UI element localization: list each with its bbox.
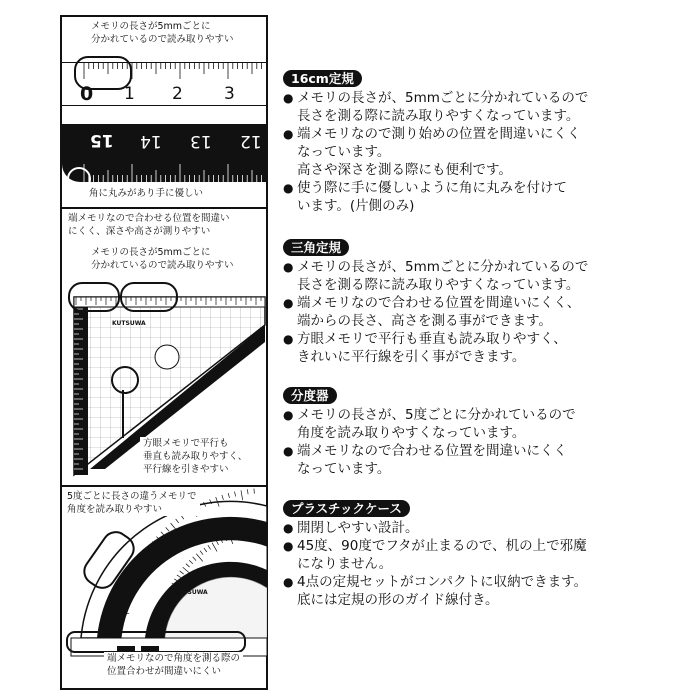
- callout-text: 端メモリなので角度を測る際の 位置合わせが間違いにくい: [104, 652, 243, 678]
- ruler-number: 3: [224, 84, 235, 104]
- ruler-number: 14: [140, 131, 162, 151]
- ruler-number: 15: [90, 130, 114, 150]
- callout-text: 方眼メモリで平行も 垂直も読み取りやすく、 平行線を引きやすい: [140, 437, 250, 476]
- ruler-number: 2: [172, 84, 183, 104]
- section-plastic-case: [283, 498, 693, 609]
- ruler-tick: [235, 492, 236, 497]
- feature-bullet: ● 開閉しやすい設計。: [283, 519, 693, 537]
- feature-bullet: ● 45度、90度でフタが止まるので、机の上で邪魔: [283, 537, 693, 555]
- highlight-oval: [120, 282, 178, 312]
- ruler-number: 12: [240, 131, 262, 151]
- feature-list: [283, 406, 693, 478]
- feature-bullet: ● 使う際に手に優しいように角に丸みを付けて: [283, 179, 693, 197]
- section-heading: 三角定規: [283, 239, 349, 256]
- feature-bullet: ● 端メモリなので合わせる位置を間違いにくく、: [283, 294, 693, 312]
- feature-bullet-continuation: 高さや深さを測る際にも便利です。: [297, 162, 512, 178]
- ruler-number: 1: [124, 84, 135, 104]
- feature-bullet: ● メモリの長さが、5mmごとに分かれているので: [283, 258, 693, 276]
- section-16cm-ruler: [283, 68, 693, 215]
- feature-bullet-continuation: 底には定規の形のガイド線付き。: [297, 592, 499, 608]
- feature-list: [283, 89, 693, 215]
- callout-line: [122, 390, 124, 438]
- feature-bullet-continuation: になりません。: [297, 556, 393, 572]
- callout-text: メモリの長さが5mmごとに 分かれているので読み取りやすい: [88, 246, 237, 272]
- feature-bullet-continuation: 角度を読み取りやすくなっています。: [297, 425, 526, 441]
- feature-list: [283, 519, 693, 609]
- ruler-number: 0: [80, 83, 94, 105]
- ruler-tick: [247, 489, 248, 494]
- highlight-circle: [111, 366, 139, 394]
- ruler-tick: [241, 490, 243, 500]
- section-heading: プラスチックケース: [283, 500, 410, 517]
- feature-bullet: ● 4点の定規セットがコンパクトに収納できます。: [283, 573, 693, 591]
- callout-text: 端メモリなので合わせる位置を間違い にくく、深さや高さが測りやすい: [65, 212, 233, 238]
- feature-bullet: ● メモリの長さが、5mmごとに分かれているので: [283, 89, 693, 107]
- feature-bullet: ● 端メモリなので合わせる位置を間違いにくく: [283, 442, 693, 460]
- ruler-number: 13: [190, 131, 212, 151]
- feature-bullet-continuation: きれいに平行線を引く事ができます。: [297, 349, 526, 365]
- brand-label: KUTSUWA: [174, 589, 208, 596]
- feature-bullet-continuation: なっています。: [297, 144, 391, 160]
- feature-bullet: ● メモリの長さが、5度ごとに分かれているので: [283, 406, 693, 424]
- ruler-tick: [222, 495, 224, 500]
- feature-bullet-continuation: 長さを測る際に読み取りやすくなっています。: [297, 277, 580, 293]
- feature-bullet-continuation: なっています。: [297, 461, 391, 477]
- callout-text: 5度ごとに長さの違うメモリで 角度を読み取りやすい: [64, 490, 200, 516]
- highlight-oval: [66, 631, 246, 653]
- section-heading: 16cm定規: [283, 70, 362, 87]
- brand-label: KUTSUWA: [112, 320, 146, 327]
- callout-text: メモリの長さが5mmごとに 分かれているので読み取りやすい: [88, 20, 237, 46]
- feature-bullet-continuation: 端からの長さ、高さを測る事ができます。: [297, 313, 552, 329]
- section-protractor: [283, 385, 693, 478]
- ruler-tick: [228, 493, 229, 498]
- highlight-oval: [74, 56, 132, 90]
- feature-bullet: ● 方眼メモリで平行も垂直も読み取りやすく、: [283, 330, 693, 348]
- feature-bullet-continuation: 長さを測る際に読み取りやすくなっています。: [297, 108, 580, 124]
- callout-text: 角に丸みがあり手に優しい: [86, 187, 206, 200]
- section-heading: 分度器: [283, 387, 337, 404]
- feature-bullet-continuation: います。(片側のみ): [297, 198, 415, 214]
- feature-bullet: ● 端メモリなので測り始めの位置を間違いにくく: [283, 125, 693, 143]
- highlight-oval: [68, 282, 120, 312]
- section-triangle-ruler: [283, 237, 693, 366]
- feature-list: [283, 258, 693, 366]
